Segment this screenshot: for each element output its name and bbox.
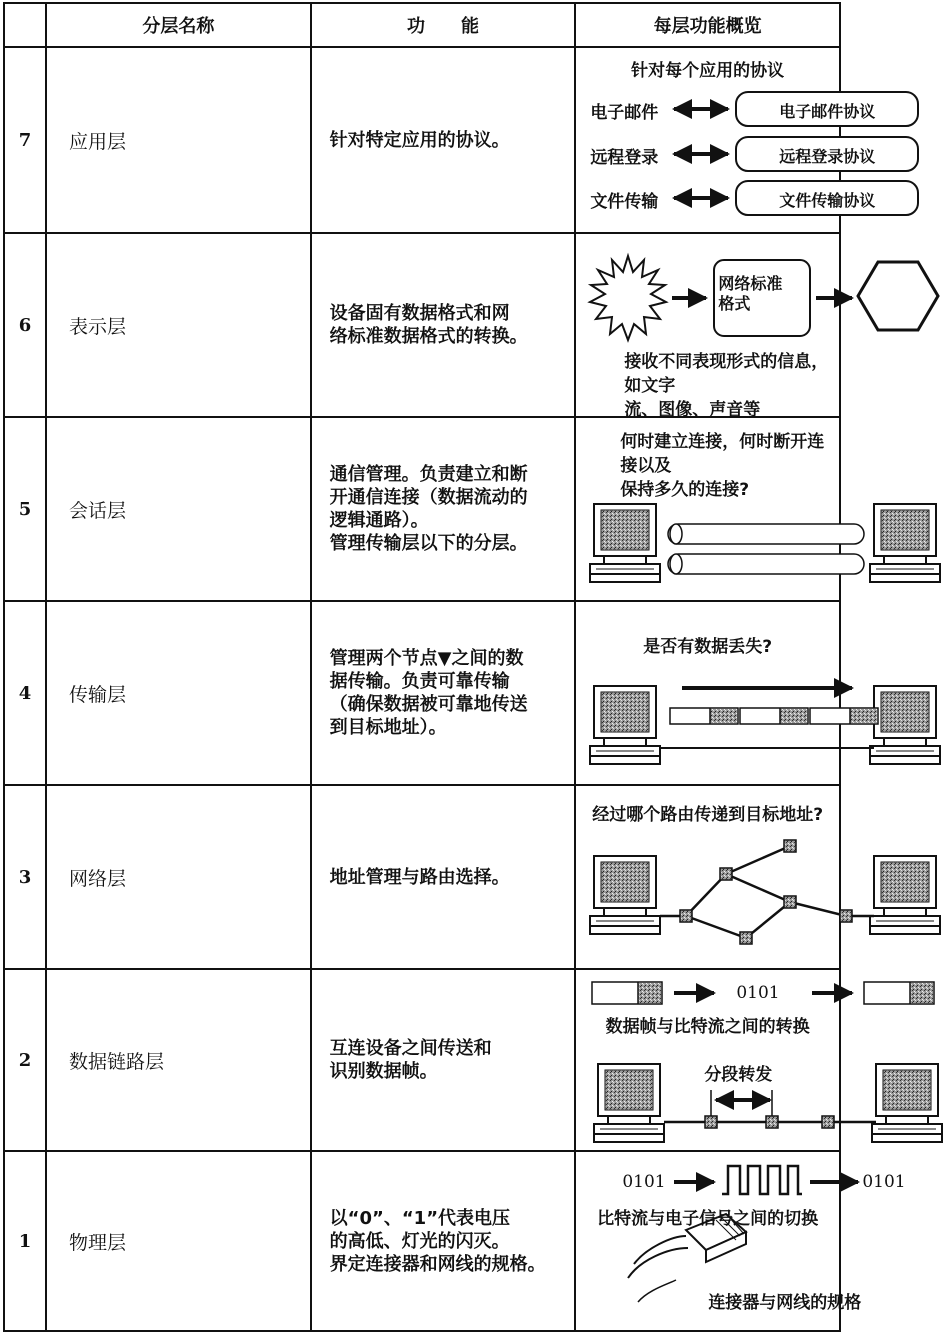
overview-caption: 接收不同表现形式的信息，如文字 流、图像、声音等: [624, 352, 829, 420]
router-node-icon: [840, 910, 852, 922]
header-layer-name: 分层名称: [46, 3, 311, 47]
layer-function-text: 地址管理与路由选择。: [329, 866, 510, 888]
layer-number: 2: [4, 969, 46, 1151]
data-frame-icon: [592, 982, 662, 1004]
layer-row-6: [4, 233, 840, 417]
layer-number: 7: [4, 47, 46, 233]
layer-function-text: 以“0”、“1”代表电压 的高低、灯光的闪灭。 界定连接器和网线的规格。: [329, 1207, 546, 1275]
layer-number: 1: [4, 1151, 46, 1331]
computer-icon: [870, 686, 940, 764]
computer-icon: [870, 504, 940, 582]
layer-function: [311, 601, 576, 785]
layer-function: [311, 969, 576, 1151]
switch-node-icon: [822, 1116, 834, 1128]
computer-icon: [870, 856, 940, 934]
overview-caption: 是否有数据丢失?: [643, 637, 773, 657]
layer-overview-presentation: [575, 233, 840, 420]
layer-number: 3: [4, 785, 46, 969]
standard-format-label: 网络标准 格式: [718, 274, 783, 313]
data-segment-icon: [670, 708, 738, 724]
router-node-icon: [740, 932, 752, 944]
overview-caption: 何时建立连接，何时断开连接以及 保持多久的连接?: [620, 432, 825, 500]
layer-overview-datalink: [575, 969, 840, 1151]
computer-icon: [590, 504, 660, 582]
layer-overview-physical: [575, 1151, 906, 1331]
layer-row-1: [4, 1151, 840, 1331]
connector-caption: 连接器与网线的规格: [708, 1293, 862, 1313]
route-line: [660, 846, 790, 916]
layer-number: 4: [4, 601, 46, 785]
router-node-icon: [720, 868, 732, 880]
layer-function: [311, 785, 576, 969]
layer-name: 物理层: [46, 1151, 311, 1331]
computer-icon: [872, 1064, 942, 1142]
app-label: 文件传输: [590, 192, 659, 212]
protocol-label: 文件传输协议: [779, 191, 876, 210]
layer-function: [311, 1151, 576, 1331]
layer-function-text: 互连设备之间传送和 识别数据帧。: [329, 1038, 492, 1082]
osi-layer-table: [3, 2, 906, 1332]
layer-name: 表示层: [46, 233, 311, 417]
layer-row-4: [4, 601, 840, 785]
layer-row-3: [4, 785, 840, 969]
overview-caption: 经过哪个路由传递到目标地址?: [592, 805, 824, 825]
segment-forward-label: 分段转发: [704, 1065, 773, 1085]
layer-name: 应用层: [46, 47, 311, 233]
layer-function-text: 通信管理。负责建立和断 开通信连接（数据流动的 逻辑通路）。 管理传输层以下的分层。: [329, 464, 528, 554]
protocol-label: 远程登录协议: [779, 147, 876, 166]
bitstream-label: 0101: [736, 983, 780, 1003]
bitstream-in-label: 0101: [622, 1172, 666, 1192]
table-header-row: [4, 3, 840, 47]
overview-title: 针对每个应用的协议: [631, 61, 785, 81]
network-diagram: [576, 786, 950, 968]
route-line: [726, 874, 790, 902]
layer-overview-session: [575, 417, 840, 601]
starburst-icon: [590, 256, 666, 340]
transport-diagram: [576, 602, 950, 784]
layer-function: [311, 417, 576, 601]
layer-name: 数据链路层: [46, 969, 311, 1151]
layer-row-2: [4, 969, 840, 1151]
data-segment-icon: [810, 708, 878, 724]
header-overview: 每层功能概览: [575, 3, 840, 47]
router-node-icon: [784, 896, 796, 908]
app-label: 电子邮件: [590, 103, 659, 123]
layer-function-text: 针对特定应用的协议。: [329, 129, 510, 151]
header-function: 功 能: [311, 3, 576, 47]
protocol-label: 电子邮件协议: [779, 102, 876, 121]
bitstream-out-label: 0101: [862, 1172, 906, 1192]
switch-node-icon: [766, 1116, 778, 1128]
computer-icon: [594, 1064, 664, 1142]
computer-icon: [590, 686, 660, 764]
layer-function: [311, 47, 576, 233]
switch-node-icon: [705, 1116, 717, 1128]
hexagon-icon: [858, 262, 938, 330]
layer-overview-network: [575, 785, 840, 969]
square-wave-icon: [722, 1166, 802, 1194]
session-diagram: [576, 418, 950, 600]
layer-row-7: [4, 47, 840, 233]
layer-function-text: 管理两个节点▼之间的数 据传输。负责可靠传输 （确保数据被可靠地传送 到目标地址）。: [329, 648, 528, 738]
pipe-icon: [668, 554, 864, 574]
layer-name: 传输层: [46, 601, 311, 785]
layer-overview-transport: [575, 601, 840, 785]
pipe-icon: [668, 524, 864, 544]
data-segment-icon: [740, 708, 808, 724]
router-node-icon: [784, 840, 796, 852]
overview-caption: 数据帧与比特流之间的转换: [605, 1017, 810, 1037]
layer-name: 会话层: [46, 417, 311, 601]
computer-icon: [590, 856, 660, 934]
app-label: 远程登录: [590, 148, 659, 168]
layer-name: 网络层: [46, 785, 311, 969]
layer-number: 5: [4, 417, 46, 601]
layer-function-text: 设备固有数据格式和网 络标准数据格式的转换。: [329, 303, 528, 347]
data-frame-icon: [864, 982, 934, 1004]
layer-number: 6: [4, 233, 46, 417]
router-node-icon: [680, 910, 692, 922]
overview-caption: 比特流与电子信号之间的切换: [597, 1209, 819, 1229]
header-num-cell: [4, 3, 46, 47]
layer-row-5: [4, 417, 840, 601]
layer-overview-application: [575, 47, 876, 233]
layer-function: [311, 233, 576, 417]
